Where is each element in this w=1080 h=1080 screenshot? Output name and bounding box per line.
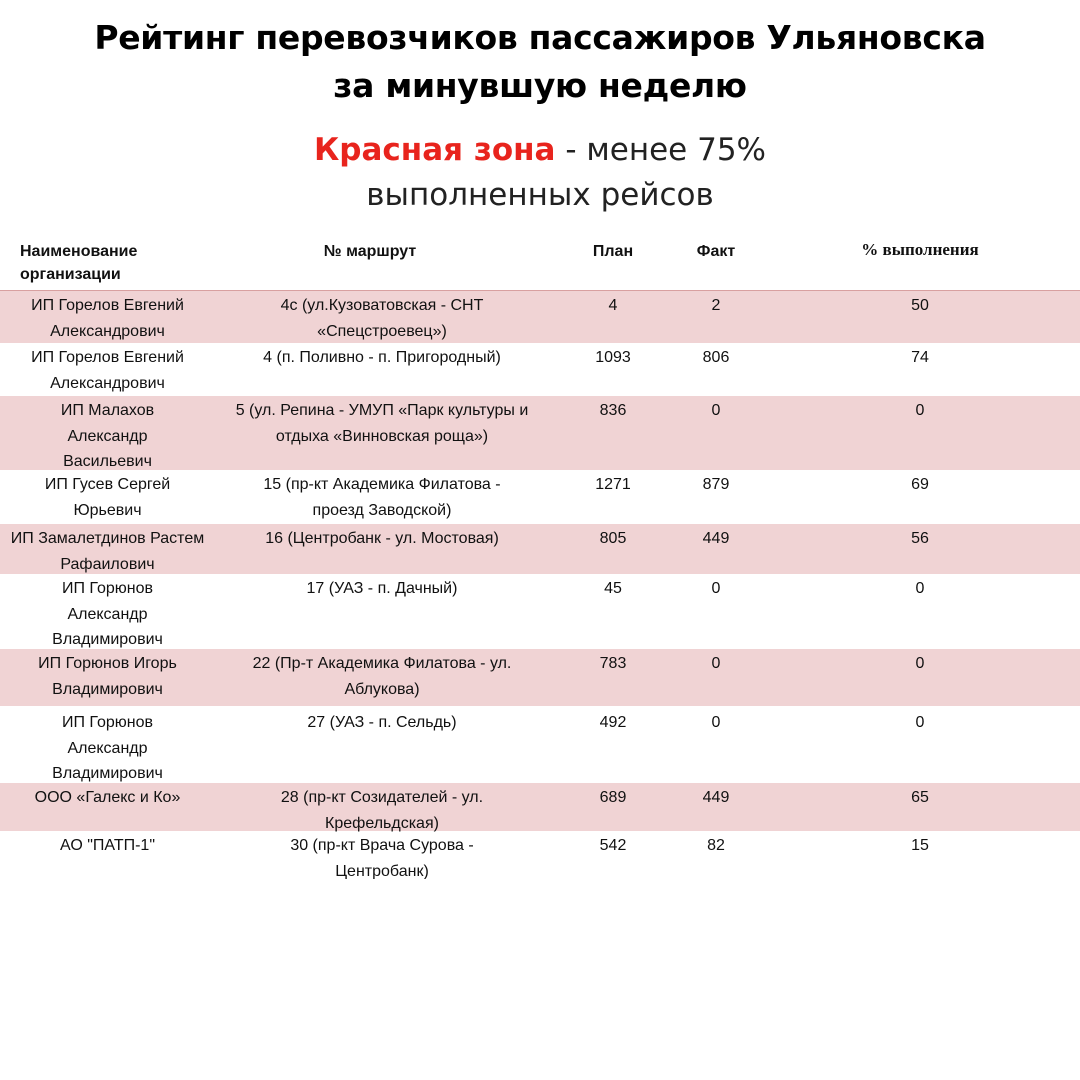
cell-percent: 50 [911, 297, 929, 314]
cell-fact: 879 [702, 476, 730, 493]
cell-route: 27 (УАЗ - п. Сельдь) [307, 714, 457, 731]
cell-plan: 836 [599, 402, 627, 419]
cell-organization: ИП Горюнов Александр Владимирович [52, 714, 163, 782]
cell-fact: 0 [711, 580, 721, 597]
cell-plan: 45 [604, 580, 622, 597]
header-organization-line-1: Наименование [20, 243, 138, 260]
cell-plan: 4 [608, 297, 618, 314]
cell-route: 22 (Пр-т Академика Филатова - ул. Аблукова) [252, 655, 512, 698]
cell-plan: 1093 [595, 349, 631, 366]
table-row [0, 708, 1080, 783]
table-row [0, 649, 1080, 706]
cell-plan: 783 [599, 655, 627, 672]
cell-route: 17 (УАЗ - п. Дачный) [306, 580, 458, 597]
cell-organization: ИП Горелов Евгений Александрович [31, 349, 184, 392]
cell-organization: ИП Замалетдинов Растем Рафаилович [10, 530, 205, 573]
cell-fact: 0 [711, 714, 721, 731]
cell-route: 4 (п. Поливно - п. Пригородный) [263, 349, 501, 366]
cell-fact: 0 [711, 402, 721, 419]
cell-plan: 542 [599, 837, 627, 854]
cell-fact: 806 [702, 349, 730, 366]
cell-percent: 0 [915, 580, 925, 597]
red-zone-label: Красная зона [313, 132, 556, 168]
cell-organization: ИП Малахов Александр Васильевич [60, 402, 155, 470]
header-plan: План [592, 243, 634, 260]
cell-route: 28 (пр-кт Созидателей - ул. Крефельдская) [280, 789, 484, 832]
cell-plan: 492 [599, 714, 627, 731]
cell-percent: 0 [915, 402, 925, 419]
subtitle [0, 128, 1080, 218]
cell-route: 30 (пр-кт Врача Сурова - Центробанк) [290, 837, 474, 879]
cell-fact: 449 [702, 789, 730, 806]
table-row [0, 396, 1080, 470]
cell-fact: 0 [711, 655, 721, 672]
cell-fact: 2 [711, 297, 721, 314]
cell-route: 4с (ул.Кузоватовская - СНТ «Спецстроевец») [280, 297, 484, 340]
cell-plan: 805 [599, 530, 627, 547]
title-line-1: Рейтинг перевозчиков пассажиров Ульяновска [94, 18, 986, 57]
cell-percent: 56 [911, 530, 929, 547]
cell-route: 15 (пр-кт Академика Филатова - проезд Заводской) [263, 476, 501, 519]
header-route: № маршрут [323, 243, 417, 260]
cell-organization: ИП Гусев Сергей Юрьевич [44, 476, 171, 519]
table-row [0, 524, 1080, 574]
table-row [0, 343, 1080, 396]
cell-organization: ИП Горюнов Игорь Владимирович [38, 655, 177, 698]
cell-plan: 689 [599, 789, 627, 806]
table-row [0, 783, 1080, 831]
page-title [0, 14, 1080, 110]
table-row [0, 291, 1080, 343]
cell-percent: 0 [915, 714, 925, 731]
cell-fact: 449 [702, 530, 730, 547]
cell-organization: ООО «Галекс и Ко» [34, 789, 181, 806]
header-percent: % выполнения [861, 240, 979, 259]
table-row [0, 831, 1080, 879]
cell-route: 5 (ул. Репина - УМУП «Парк культуры и отдыха «Винновская роща») [235, 402, 529, 445]
cell-percent: 0 [915, 655, 925, 672]
subtitle-line-2: выполненных рейсов [366, 177, 714, 213]
subtitle-line-1 [0, 128, 1080, 173]
cell-organization: ИП Горюнов Александр Владимирович [52, 580, 163, 648]
table-header [0, 240, 1080, 291]
cell-organization: ИП Горелов Евгений Александрович [31, 297, 184, 340]
cell-route: 16 (Центробанк - ул. Мостовая) [265, 530, 499, 547]
cell-organization: АО "ПАТП-1" [60, 837, 155, 854]
table-row [0, 574, 1080, 649]
cell-percent: 69 [911, 476, 929, 493]
cell-percent: 15 [911, 837, 929, 854]
cell-fact: 82 [707, 837, 725, 854]
cell-plan: 1271 [595, 476, 631, 493]
table-row [0, 470, 1080, 524]
header-organization-line-2: организации [20, 266, 121, 283]
title-line-2: за минувшую неделю [333, 66, 747, 105]
header-organization [20, 240, 192, 286]
header-fact: Факт [696, 243, 736, 260]
cell-percent: 65 [911, 789, 929, 806]
subtitle-threshold: - менее 75% [555, 132, 767, 168]
cell-percent: 74 [911, 349, 929, 366]
